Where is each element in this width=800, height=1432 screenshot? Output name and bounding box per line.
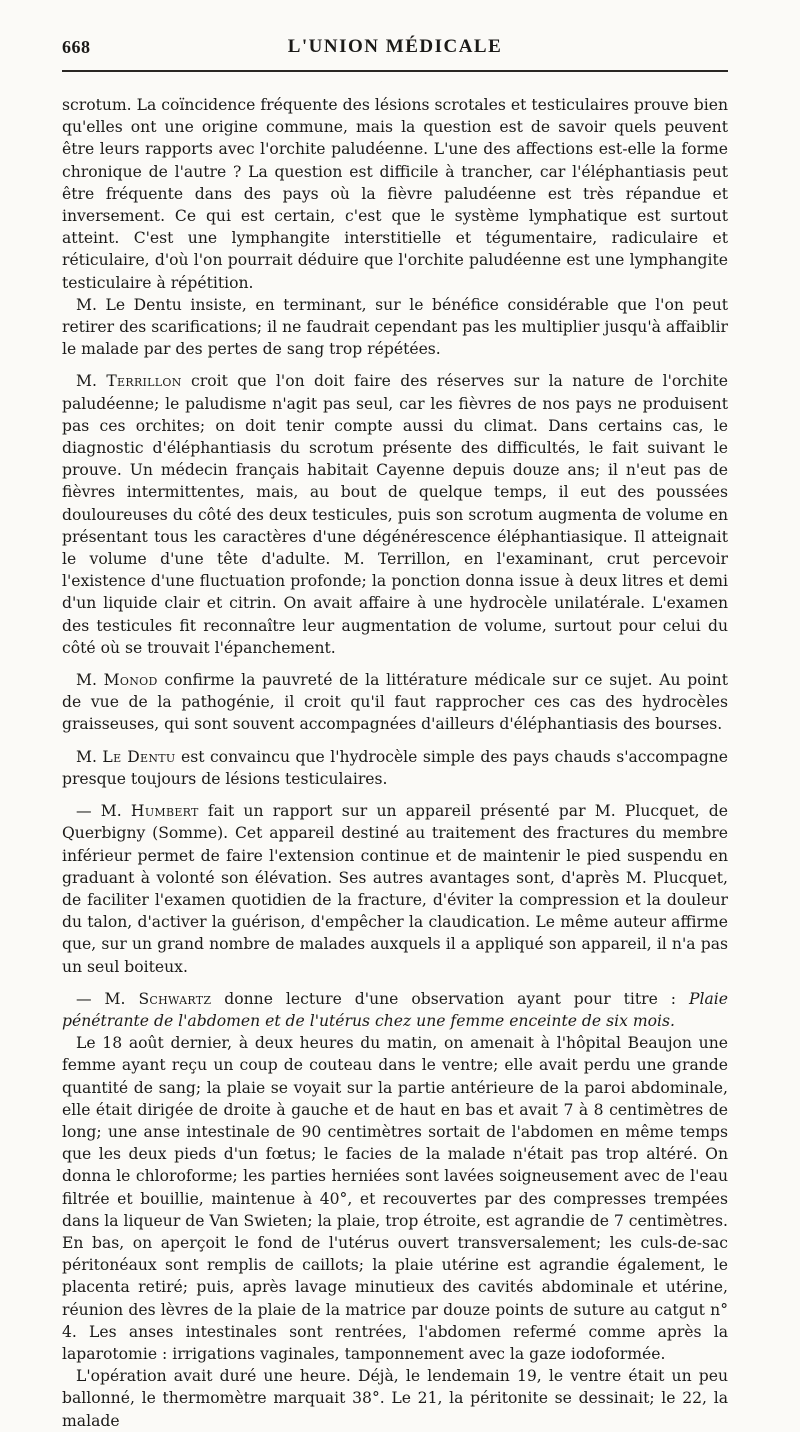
paragraph-text: fait un rapport sur un appareil présenté par M. Plucquet, de Querbigny (Somme). Cet appareil destiné au traitement des fractures du membre inférieur permet de faire l'extension continue et de maintenir le pied suspendu en graduant à volonté son élévation. Ses autres avantages sont, d'après M. Plucquet, de faciliter l'examen quotidien de la fracture, d'éviter la compression et la douleur du talon, d'activer la guérison, d'empêcher la claudication. Le même auteur affirme que, sur un grand nombre de malades auxquels il a appliqué son appareil, il n'a pas un seul boiteux. xyxy=(62,802,728,976)
speaker-name: Le Dentu xyxy=(102,747,176,766)
header-rule xyxy=(62,70,728,72)
paragraph-text: M. Le Dentu insiste, en terminant, sur le bénéfice considérable que l'on peut retirer des scarifications; il ne faudrait cependant pas les multiplier jusqu'à affaiblir le malade par des pertes de sang trop répétées. xyxy=(62,295,728,359)
paragraph-humbert xyxy=(62,800,728,978)
speaker-name: Humbert xyxy=(130,802,199,821)
page-number: 668 xyxy=(62,37,91,57)
speaker-prefix: — M. xyxy=(76,989,139,1008)
paragraph-text: donne lecture d'une observation ayant pour titre : xyxy=(211,989,689,1008)
speaker-name: Monod xyxy=(103,671,158,690)
running-title: L'UNION MÉDICALE xyxy=(287,36,503,57)
paragraph-operation xyxy=(62,1365,728,1432)
paragraph-monod xyxy=(62,669,728,736)
speaker-name: Schwartz xyxy=(138,989,212,1008)
paragraph-terrillon xyxy=(62,370,728,659)
paragraph-text: L'opération avait duré une heure. Déjà, le lendemain 19, le ventre était un peu ballonné, le thermomètre marquait 38°. Le 21, la péritonite se dessinait; le 22, la malade xyxy=(62,1367,728,1430)
paragraph-observation xyxy=(62,1032,728,1365)
paragraph-scrotum xyxy=(62,94,728,294)
paragraph-text: croit que l'on doit faire des réserves sur la nature de l'orchite paludéenne; le paludisme n'agit pas seul, car les fièvres de nos pays ne produisent pas ces orchites; on doit tenir compte aussi du climat. Dans certains cas, le diagnostic d'éléphantiasis du scrotum présente des difficultés, le fait suivant le prouve. Un médecin français habitait Cayenne depuis douze ans; il n'eut pas de fièvres intermittentes, mais, au bout de quelque temps, il eut des poussées douloureuses du côté des deux testicules, puis son scrotum augmenta de volume en présentant tous les caractères d'une dégénérescence éléphantiasique. Il atteignait le volume d'une tête d'adulte. M. Terrillon, en l'examinant, crut percevoir l'existence d'une fluctuation profonde; la ponction donna issue à deux litres et demi d'un liquide clair et citrin. On avait affaire à une hydrocèle unilatérale. L'examen des testicules fit reconnaître leur augmentation de volume, surtout pour celui du côté où se trouvait l'épanchement. xyxy=(62,372,728,657)
speaker-prefix: M. xyxy=(76,671,104,690)
speaker-prefix: M. xyxy=(76,747,103,766)
paragraph-text: est convaincu que l'hydrocèle simple des pays chauds s'accompagne presque toujours de lésions testiculaires. xyxy=(62,747,728,788)
speaker-prefix: — M. xyxy=(76,802,131,821)
speaker-prefix: M. xyxy=(76,372,107,391)
paragraph-text: scrotum. La coïncidence fréquente des lésions scrotales et testiculaires prouve bien qu'elles ont une origine commune, mais la question est de savoir quels peuvent être leurs rapports avec l'orchite paludéenne. L'une des affections est-elle la forme chronique de l'autre ? La question est difficile à trancher, car l'éléphantiasis peut être fréquente dans des pays où la fièvre paludéenne est très répandue et inversement. Ce qui est certain, c'est que le système lymphatique est surtout atteint. C'est une lymphangite interstitielle et tégumentaire, radiculaire et réticulaire, d'où l'on pourrait déduire que l'orchite paludéenne est une lymphangite testiculaire à répétition. xyxy=(62,96,728,292)
page-header xyxy=(62,28,728,70)
paragraph-text: confirme la pauvreté de la littérature médicale sur ce sujet. Au point de vue de la pathogénie, il croit qu'il faut rapprocher ces cas des hydrocèles graisseuses, qui sont souvent accompagnées d'ailleurs d'éléphantiasis des bourses. xyxy=(62,671,728,734)
paragraph-le-dentu-insiste xyxy=(62,294,728,361)
body-text xyxy=(62,94,728,1432)
paragraph-text: Le 18 août dernier, à deux heures du matin, on amenait à l'hôpital Beaujon une femme ayant reçu un coup de couteau dans le ventre; elle avait perdu une grande quantité de sang; la plaie se voyait sur la partie antérieure de la paroi abdominale, elle était dirigée de droite à gauche et de haut en bas et avait 7 à 8 centimètres de long; une anse intestinale de 90 centimètres sortait de l'abdomen en même temps que les deux pieds d'un fœtus; le facies de la malade n'était pas trop altéré. On donna le chloroforme; les parties herniées sont lavées soigneusement avec de l'eau filtrée et bouillie, maintenue à 40°, et recouvertes par des compresses trempées dans la liqueur de Van Swieten; la plaie, trop étroite, est agrandie de 7 centimètres. En bas, on aperçoit le fond de l'utérus ouvert transversalement; les culs-de-sac péritonéaux sont remplis de caillots; la plaie utérine est agrandie également, le placenta retiré; puis, après lavage minutieux des cavités abdominale et utérine, réunion des lèvres de la plaie de la matrice par douze points de suture au catgut n° 4. Les anses intestinales sont rentrées, l'abdomen refermé comme après la laparotomie : irrigations vaginales, tamponnement avec la gaze iodoformée. xyxy=(62,1034,728,1363)
paragraph-le-dentu-convaincu xyxy=(62,746,728,790)
speaker-name: Terrillon xyxy=(106,372,182,391)
paragraph-schwartz xyxy=(62,988,728,1032)
observation-title: Plaie pénétrante de l'abdomen et de l'utérus chez une femme enceinte de six mois. xyxy=(62,989,728,1030)
